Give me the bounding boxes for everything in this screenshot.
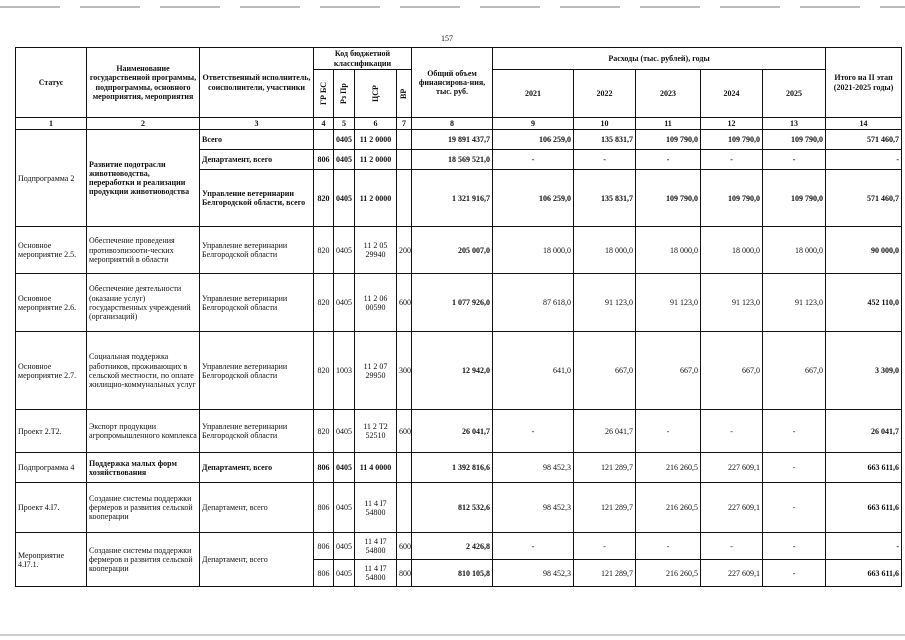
cell-2025: - bbox=[763, 410, 826, 453]
cell-vr: 200 bbox=[397, 227, 412, 274]
cell-grbs bbox=[314, 130, 334, 150]
cell-rzpr: 0405 bbox=[334, 227, 355, 274]
cell-2021: - bbox=[493, 410, 574, 453]
cell-total: 12 942,0 bbox=[412, 332, 493, 410]
header-executor: Ответственный исполнитель, соисполнители, участники bbox=[200, 48, 314, 118]
cell-2021: 98 452,3 bbox=[493, 483, 574, 533]
col-number: 7 bbox=[397, 118, 412, 130]
cell-status: Основное мероприятие 2.7. bbox=[16, 332, 87, 410]
cell-2025: 667,0 bbox=[763, 332, 826, 410]
header-2023: 2023 bbox=[636, 70, 701, 118]
cell-vr bbox=[397, 483, 412, 533]
cell-2024: 109 790,0 bbox=[701, 170, 763, 227]
cell-2025: - bbox=[763, 453, 826, 483]
table-row bbox=[16, 227, 902, 274]
header-name: Наименование государственной программы, подпрограммы, основного мероприятия, мероприятия bbox=[87, 48, 200, 118]
col-number: 13 bbox=[763, 118, 826, 130]
cell-csr: 11 4 I7 54800 bbox=[355, 483, 397, 533]
cell-rzpr: 1003 bbox=[334, 332, 355, 410]
cell-rzpr: 0405 bbox=[334, 170, 355, 227]
cell-executor: Управление ветеринарии Белгородской области, всего bbox=[200, 170, 314, 227]
cell-2021: 98 452,3 bbox=[493, 560, 574, 587]
cell-itogo: 452 110,0 bbox=[826, 274, 902, 332]
cell-2025: - bbox=[763, 560, 826, 587]
table-row bbox=[16, 274, 902, 332]
cell-grbs: 806 bbox=[314, 483, 334, 533]
header-status: Статус bbox=[16, 48, 87, 118]
cell-2022: 121 289,7 bbox=[574, 560, 636, 587]
cell-csr: 11 4 I7 54800 bbox=[355, 560, 397, 587]
cell-csr: 11 2 0000 bbox=[355, 130, 397, 150]
cell-2025: - bbox=[763, 533, 826, 560]
bottom-edge-line bbox=[0, 634, 905, 636]
cell-2022: 91 123,0 bbox=[574, 274, 636, 332]
cell-executor: Департамент, всего bbox=[200, 150, 314, 170]
cell-2021: 87 618,0 bbox=[493, 274, 574, 332]
cell-executor: Управление ветеринарии Белгородской области bbox=[200, 227, 314, 274]
cell-name: Обеспечение деятельности (оказание услуг) государственных учреждений (организаций) bbox=[87, 274, 200, 332]
cell-grbs: 820 bbox=[314, 332, 334, 410]
col-number: 12 bbox=[701, 118, 763, 130]
cell-name: Создание системы поддержки фермеров и развития сельской кооперации bbox=[87, 533, 200, 587]
cell-grbs: 820 bbox=[314, 170, 334, 227]
header-code-group: Код бюджетной классификации bbox=[314, 48, 412, 70]
cell-itogo: - bbox=[826, 533, 902, 560]
cell-2024: 227 609,1 bbox=[701, 483, 763, 533]
cell-2021: - bbox=[493, 533, 574, 560]
table-row bbox=[16, 332, 902, 410]
cell-vr: 300 bbox=[397, 332, 412, 410]
cell-2023: 91 123,0 bbox=[636, 274, 701, 332]
cell-2022: - bbox=[574, 150, 636, 170]
cell-csr: 11 2 0000 bbox=[355, 170, 397, 227]
cell-csr: 11 4 0000 bbox=[355, 453, 397, 483]
cell-total: 26 041,7 bbox=[412, 410, 493, 453]
header-itogo: Итого на II этап (2021-2025 годы) bbox=[826, 48, 902, 118]
cell-status: Проект 4.I7. bbox=[16, 483, 87, 533]
header-total: Общий объем финансирова-ния, тыс. руб. bbox=[412, 48, 493, 118]
header-rzpr: Рз Пр bbox=[339, 83, 349, 104]
cell-itogo: - bbox=[826, 150, 902, 170]
col-number: 14 bbox=[826, 118, 902, 130]
cell-2024: 227 609,1 bbox=[701, 560, 763, 587]
table-row bbox=[16, 483, 902, 533]
table-row bbox=[16, 453, 902, 483]
cell-2022: 121 289,7 bbox=[574, 453, 636, 483]
cell-itogo: 26 041,7 bbox=[826, 410, 902, 453]
cell-name: Социальная поддержка работников, проживающих в сельской местности, по оплате жилищно-коммунальных услуг bbox=[87, 332, 200, 410]
header-expenses: Расходы (тыс. рублей), годы bbox=[493, 48, 826, 70]
cell-executor: Департамент, всего bbox=[200, 453, 314, 483]
cell-2022: 667,0 bbox=[574, 332, 636, 410]
cell-2025: 18 000,0 bbox=[763, 227, 826, 274]
table-row bbox=[16, 130, 902, 150]
cell-grbs: 806 bbox=[314, 560, 334, 587]
cell-2023: - bbox=[636, 150, 701, 170]
cell-2022: - bbox=[574, 533, 636, 560]
cell-itogo: 90 000,0 bbox=[826, 227, 902, 274]
cell-rzpr: 0405 bbox=[334, 533, 355, 560]
cell-status: Проект 2.Т2. bbox=[16, 410, 87, 453]
header-row-1 bbox=[16, 48, 902, 70]
cell-status: Основное мероприятие 2.5. bbox=[16, 227, 87, 274]
col-number: 10 bbox=[574, 118, 636, 130]
cell-rzpr: 0405 bbox=[334, 453, 355, 483]
cell-itogo: 571 460,7 bbox=[826, 130, 902, 150]
cell-2023: 216 260,5 bbox=[636, 560, 701, 587]
cell-executor: Управление ветеринарии Белгородской области bbox=[200, 274, 314, 332]
cell-executor: Управление ветеринарии Белгородской области bbox=[200, 332, 314, 410]
cell-2021: - bbox=[493, 150, 574, 170]
cell-2022: 26 041,7 bbox=[574, 410, 636, 453]
col-number: 5 bbox=[334, 118, 355, 130]
budget-table bbox=[15, 47, 902, 587]
cell-2024: 109 790,0 bbox=[701, 130, 763, 150]
col-number: 6 bbox=[355, 118, 397, 130]
cell-vr: 600 bbox=[397, 533, 412, 560]
cell-rzpr: 0405 bbox=[334, 410, 355, 453]
header-2024: 2024 bbox=[701, 70, 763, 118]
cell-total: 18 569 521,0 bbox=[412, 150, 493, 170]
cell-grbs: 820 bbox=[314, 410, 334, 453]
cell-2024: - bbox=[701, 410, 763, 453]
cell-executor: Управление ветеринарии Белгородской области bbox=[200, 410, 314, 453]
col-number: 1 bbox=[16, 118, 87, 130]
cell-vr bbox=[397, 453, 412, 483]
cell-grbs: 806 bbox=[314, 453, 334, 483]
cell-2021: 641,0 bbox=[493, 332, 574, 410]
cell-csr: 11 2 Т2 52510 bbox=[355, 410, 397, 453]
cell-2022: 18 000,0 bbox=[574, 227, 636, 274]
cell-2024: - bbox=[701, 533, 763, 560]
cell-2023: 667,0 bbox=[636, 332, 701, 410]
cell-2022: 135 831,7 bbox=[574, 130, 636, 150]
cell-total: 19 891 437,7 bbox=[412, 130, 493, 150]
cell-total: 1 392 816,6 bbox=[412, 453, 493, 483]
page-number: 157 bbox=[441, 34, 453, 43]
cell-2025: 109 790,0 bbox=[763, 130, 826, 150]
cell-csr: 11 2 05 29940 bbox=[355, 227, 397, 274]
cell-total: 205 007,0 bbox=[412, 227, 493, 274]
cell-2023: 109 790,0 bbox=[636, 130, 701, 150]
cell-rzpr: 0405 bbox=[334, 150, 355, 170]
cell-rzpr: 0405 bbox=[334, 130, 355, 150]
cell-vr bbox=[397, 130, 412, 150]
cell-csr: 11 2 0000 bbox=[355, 150, 397, 170]
cell-rzpr: 0405 bbox=[334, 274, 355, 332]
cell-grbs: 820 bbox=[314, 274, 334, 332]
cell-2021: 98 452,3 bbox=[493, 453, 574, 483]
cell-name: Экспорт продукции агропромышленного комплекса bbox=[87, 410, 200, 453]
cell-grbs: 806 bbox=[314, 150, 334, 170]
cell-2025: 109 790,0 bbox=[763, 170, 826, 227]
cell-executor: Департамент, всего bbox=[200, 533, 314, 587]
cell-itogo: 663 611,6 bbox=[826, 560, 902, 587]
cell-2021: 106 259,0 bbox=[493, 130, 574, 150]
cell-itogo: 663 611,6 bbox=[826, 483, 902, 533]
cell-total: 1 321 916,7 bbox=[412, 170, 493, 227]
cell-status: Подпрограмма 2 bbox=[16, 130, 87, 227]
cell-vr bbox=[397, 170, 412, 227]
cell-rzpr: 0405 bbox=[334, 483, 355, 533]
cell-name: Создание системы поддержки фермеров и развития сельской кооперации bbox=[87, 483, 200, 533]
cell-2023: - bbox=[636, 533, 701, 560]
header-csr: ЦСР bbox=[370, 85, 380, 102]
cell-2023: 216 260,5 bbox=[636, 483, 701, 533]
header-vr: ВР bbox=[399, 88, 409, 99]
cell-2022: 121 289,7 bbox=[574, 483, 636, 533]
cell-rzpr: 0405 bbox=[334, 560, 355, 587]
cell-status: Основное мероприятие 2.6. bbox=[16, 274, 87, 332]
cell-itogo: 663 611,6 bbox=[826, 453, 902, 483]
cell-csr: 11 4 I7 54800 bbox=[355, 533, 397, 560]
cell-vr: 600 bbox=[397, 274, 412, 332]
cell-itogo: 3 309,0 bbox=[826, 332, 902, 410]
cell-2023: 216 260,5 bbox=[636, 453, 701, 483]
column-number-row bbox=[16, 118, 902, 130]
cell-2023: 18 000,0 bbox=[636, 227, 701, 274]
cell-2024: 18 000,0 bbox=[701, 227, 763, 274]
cell-grbs: 820 bbox=[314, 227, 334, 274]
col-number: 9 bbox=[493, 118, 574, 130]
header-2025: 2025 bbox=[763, 70, 826, 118]
top-edge-line bbox=[0, 6, 905, 8]
col-number: 11 bbox=[636, 118, 701, 130]
cell-itogo: 571 460,7 bbox=[826, 170, 902, 227]
cell-executor: Всего bbox=[200, 130, 314, 150]
cell-csr: 11 2 07 29950 bbox=[355, 332, 397, 410]
cell-csr: 11 2 06 00590 bbox=[355, 274, 397, 332]
cell-2024: 667,0 bbox=[701, 332, 763, 410]
cell-2025: 91 123,0 bbox=[763, 274, 826, 332]
cell-total: 2 426,8 bbox=[412, 533, 493, 560]
cell-2022: 135 831,7 bbox=[574, 170, 636, 227]
cell-2021: 106 259,0 bbox=[493, 170, 574, 227]
header-2021: 2021 bbox=[493, 70, 574, 118]
table-row bbox=[16, 410, 902, 453]
cell-2023: 109 790,0 bbox=[636, 170, 701, 227]
cell-total: 812 532,6 bbox=[412, 483, 493, 533]
cell-2025: - bbox=[763, 150, 826, 170]
cell-status: Подпрограмма 4 bbox=[16, 453, 87, 483]
cell-2025: - bbox=[763, 483, 826, 533]
col-number: 8 bbox=[412, 118, 493, 130]
header-grbs: ГР БС bbox=[318, 82, 328, 105]
cell-executor: Департамент, всего bbox=[200, 483, 314, 533]
cell-total: 1 077 926,0 bbox=[412, 274, 493, 332]
cell-status: Мероприятие 4.I7.1. bbox=[16, 533, 87, 587]
cell-vr: 600 bbox=[397, 410, 412, 453]
table-row bbox=[16, 533, 902, 560]
cell-name: Развитие подотрасли животноводства, переработки и реализации продукции животноводства bbox=[87, 130, 200, 227]
header-2022: 2022 bbox=[574, 70, 636, 118]
cell-2024: - bbox=[701, 150, 763, 170]
col-number: 4 bbox=[314, 118, 334, 130]
cell-2023: - bbox=[636, 410, 701, 453]
cell-name: Обеспечение проведения противоэпизооти-ческих мероприятий в области bbox=[87, 227, 200, 274]
cell-2021: 18 000,0 bbox=[493, 227, 574, 274]
col-number: 3 bbox=[200, 118, 314, 130]
cell-name: Поддержка малых форм хозяйствования bbox=[87, 453, 200, 483]
cell-2024: 227 609,1 bbox=[701, 453, 763, 483]
cell-total: 810 105,8 bbox=[412, 560, 493, 587]
cell-grbs: 806 bbox=[314, 533, 334, 560]
cell-vr: 800 bbox=[397, 560, 412, 587]
cell-vr bbox=[397, 150, 412, 170]
col-number: 2 bbox=[87, 118, 200, 130]
cell-2024: 91 123,0 bbox=[701, 274, 763, 332]
